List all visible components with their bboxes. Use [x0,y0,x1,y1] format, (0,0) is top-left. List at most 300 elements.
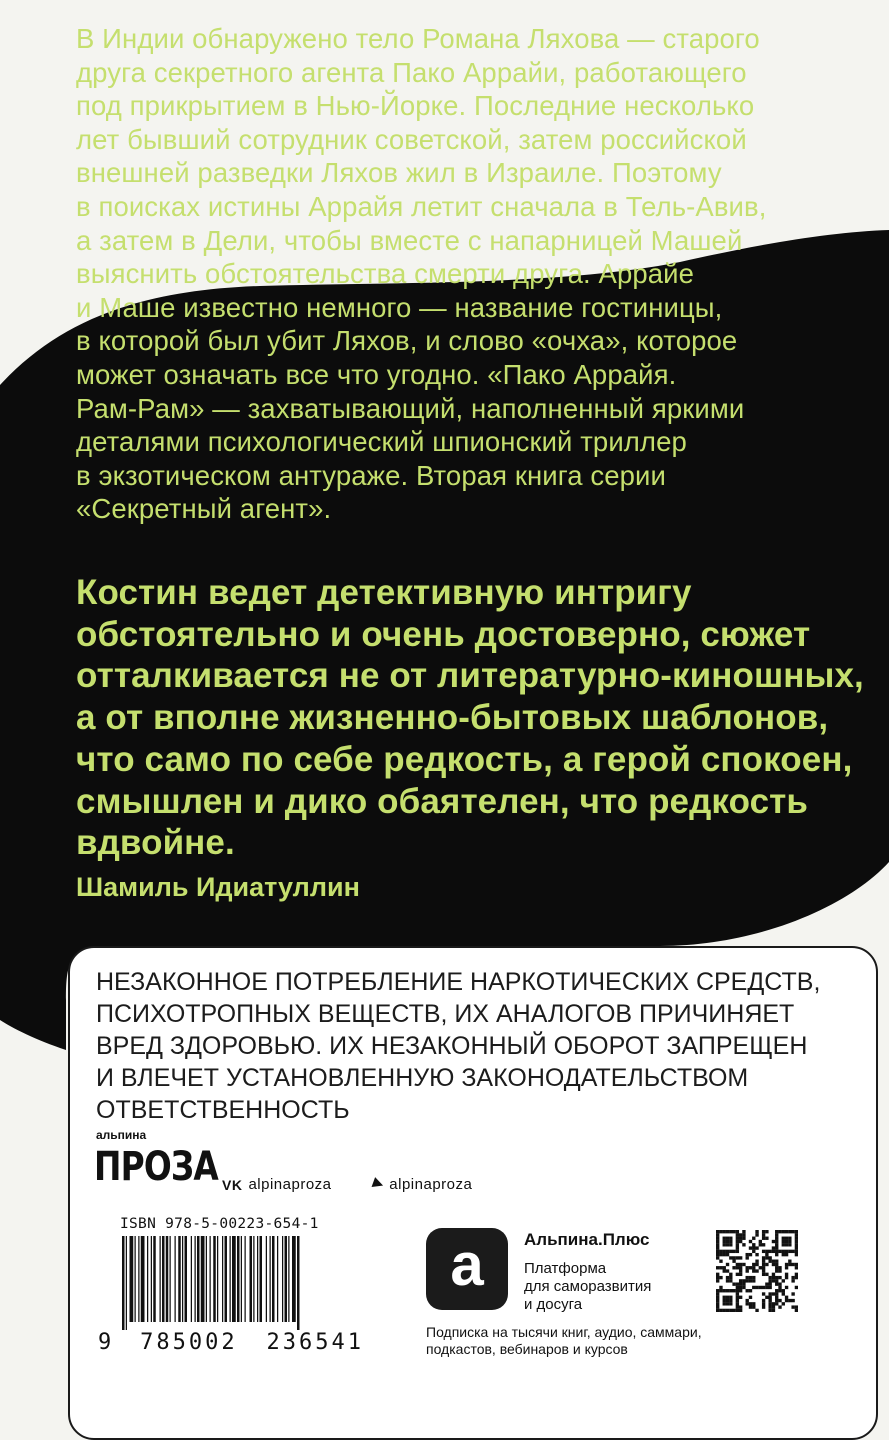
qr-module [746,1279,749,1282]
qr-module [716,1296,719,1299]
qr-module [755,1269,758,1272]
qr-module [746,1289,749,1292]
qr-module [739,1279,742,1282]
barcode-bar [197,1236,200,1322]
quote-line: Костин ведет детективную интригу [76,573,692,612]
qr-module [749,1240,752,1243]
qr-module [772,1250,775,1253]
warning-line: ПСИХОТРОПНЫХ ВЕЩЕСТВ, ИХ АНАЛОГОВ ПРИЧИНЯЕТ [96,1000,795,1028]
barcode-digit-group: 785002 [140,1330,238,1355]
qr-module [729,1276,732,1279]
qr-module [772,1240,775,1243]
qr-module [732,1289,735,1292]
qr-module [791,1292,794,1295]
qr-module [736,1250,739,1253]
barcode-bar [297,1236,300,1330]
barcode-bar [260,1236,263,1322]
quote-line: отталкивается не от литературно-киношных, [76,656,864,696]
qr-module [775,1233,778,1236]
qr-module [723,1243,726,1246]
qr-module [726,1299,729,1302]
qr-module [775,1266,778,1269]
qr-module [785,1299,788,1302]
qr-module [746,1269,749,1272]
qr-module [752,1302,755,1305]
qr-module [736,1240,739,1243]
qr-module [791,1276,794,1279]
qr-module [778,1282,781,1285]
qr-module [795,1253,798,1256]
subscription-line: подкастов, вебинаров и курсов [426,1341,628,1357]
qr-module [726,1269,729,1272]
qr-module [739,1309,742,1312]
qr-module [762,1263,765,1266]
qr-module [768,1309,771,1312]
barcode-bar [285,1236,288,1322]
barcode-bar [185,1236,188,1322]
qr-module [788,1230,791,1233]
barcode-bar [217,1236,218,1322]
qr-module [726,1276,729,1279]
qr-module [785,1263,788,1266]
qr-module [791,1299,794,1302]
qr-module [791,1263,794,1266]
qr-module [742,1237,745,1240]
barcode-bar [195,1236,196,1322]
qr-module [788,1260,791,1263]
qr-module [719,1266,722,1269]
qr-module [788,1250,791,1253]
synopsis-line: лет бывший сотрудник советской, затем российской [76,123,747,155]
synopsis-line: и Маше известно немного — название гостиницы, [76,291,723,323]
qr-module [775,1243,778,1246]
barcode-bar [266,1236,267,1322]
qr-module [782,1289,785,1292]
quote-line: а от вполне жизненно-бытовых шаблонов, [76,698,829,738]
qr-module [716,1250,719,1253]
qr-module [765,1273,768,1276]
qr-module [762,1260,765,1263]
qr-module [765,1263,768,1266]
barcode-bar [210,1236,211,1322]
barcode-bar [141,1236,145,1322]
qr-module [775,1292,778,1295]
desc-line: Платформа [524,1260,607,1277]
quote-line: вдвойне. [76,823,235,863]
qr-module [739,1233,742,1236]
qr-module [795,1237,798,1240]
qr-module [736,1243,739,1246]
qr-module [736,1266,739,1269]
barcode-bar [206,1236,207,1322]
qr-module [749,1276,752,1279]
qr-module [746,1299,749,1302]
qr-module [775,1263,778,1266]
barcode-bar [225,1236,228,1322]
qr-module [752,1266,755,1269]
barcode-bar [191,1236,192,1322]
qr-module [762,1269,765,1272]
qr-module [716,1292,719,1295]
subscription-line: Подписка на тысячи книг, аудио, саммари, [426,1324,702,1340]
qr-module [795,1266,798,1269]
qr-module [765,1282,768,1285]
qr-module [749,1266,752,1269]
qr-module [716,1253,719,1256]
barcode-bar [230,1236,231,1322]
qr-module [749,1253,752,1256]
qr-module [795,1246,798,1249]
qr-module [729,1230,732,1233]
qr-module [762,1256,765,1259]
qr-module [768,1282,771,1285]
qr-module [719,1309,722,1312]
qr-module [768,1250,771,1253]
qr-module [772,1279,775,1282]
qr-module [742,1243,745,1246]
qr-module [782,1237,785,1240]
qr-module [716,1309,719,1312]
qr-module [772,1260,775,1263]
qr-module [782,1253,785,1256]
qr-module [726,1243,729,1246]
qr-module [742,1282,745,1285]
barcode-bar [222,1236,223,1322]
qr-module [788,1299,791,1302]
qr-module [716,1276,719,1279]
qr-module [772,1263,775,1266]
barcode-bar [272,1236,275,1322]
qr-module [775,1230,778,1233]
barcode-bar [201,1236,205,1322]
qr-module [782,1292,785,1295]
qr-module [716,1289,719,1292]
qr-module [719,1276,722,1279]
qr-module [716,1243,719,1246]
qr-module [732,1250,735,1253]
telegram-handle: alpinaproza [389,1176,473,1193]
qr-code[interactable] [716,1230,798,1312]
qr-module [791,1305,794,1308]
qr-module [749,1296,752,1299]
qr-module [749,1246,752,1249]
qr-module [723,1269,726,1272]
qr-module [726,1309,729,1312]
barcode-bar [182,1236,183,1322]
qr-module [775,1260,778,1263]
barcode-bar [151,1236,152,1322]
qr-module [726,1237,729,1240]
qr-module [749,1289,752,1292]
qr-module [729,1309,732,1312]
barcode-bar [241,1236,242,1322]
qr-module [752,1250,755,1253]
qr-module [772,1276,775,1279]
qr-module [729,1250,732,1253]
barcode-bar [178,1236,181,1322]
qr-module [785,1276,788,1279]
qr-module [736,1299,739,1302]
qr-module [752,1276,755,1279]
qr-module [723,1240,726,1243]
qr-module [768,1260,771,1263]
qr-module [759,1286,762,1289]
qr-module [736,1237,739,1240]
qr-module [746,1253,749,1256]
qr-module [739,1237,742,1240]
qr-module [795,1243,798,1246]
qr-module [716,1240,719,1243]
qr-module [788,1263,791,1266]
qr-module [762,1266,765,1269]
barcode-bar [170,1236,171,1322]
qr-module [762,1233,765,1236]
qr-module [778,1276,781,1279]
qr-module [739,1256,742,1259]
qr-module [759,1243,762,1246]
qr-module [729,1240,732,1243]
synopsis-line: может означать все что угодно. «Пако Аррайя. [76,358,677,390]
qr-module [795,1276,798,1279]
qr-module [762,1305,765,1308]
qr-module [755,1230,758,1233]
qr-module [726,1253,729,1256]
qr-module [788,1237,791,1240]
qr-module [742,1263,745,1266]
synopsis-line: под прикрытием в Нью-Йорке. Последние несколько [76,90,755,122]
qr-module [736,1273,739,1276]
qr-module [768,1302,771,1305]
qr-module [762,1292,765,1295]
qr-module [755,1309,758,1312]
qr-module [778,1266,781,1269]
qr-module [732,1260,735,1263]
qr-module [772,1246,775,1249]
barcode-bar [257,1236,258,1322]
synopsis-line: а затем в Дели, чтобы вместе с напарницей Машей [76,224,743,256]
qr-module [752,1243,755,1246]
barcode-bar [282,1236,283,1322]
qr-module [723,1253,726,1256]
quote-line: что само по себе редкость, а герой спокоен, [76,739,853,779]
info-card [68,946,878,1440]
telegram-icon: ◀ [370,1176,385,1194]
barcode-digits [98,1330,364,1355]
qr-module [768,1305,771,1308]
qr-module [719,1286,722,1289]
qr-module [775,1269,778,1272]
qr-module [785,1296,788,1299]
qr-module [778,1289,781,1292]
desc-line: для саморазвития [524,1278,652,1295]
qr-module [746,1302,749,1305]
alpina-plus-app-icon[interactable] [426,1228,508,1310]
synopsis-line: в экзотическом антураже. Вторая книга серии [76,459,666,491]
barcode-digit-group: 236541 [266,1330,364,1355]
qr-module [788,1240,791,1243]
qr-module [716,1246,719,1249]
qr-module [759,1240,762,1243]
qr-module [716,1299,719,1302]
qr-module [723,1237,726,1240]
qr-module [795,1240,798,1243]
quote-line: смышлен и дико обаятелен, что редкость [76,781,809,821]
qr-module [742,1279,745,1282]
qr-module [765,1230,768,1233]
barcode-bar [277,1236,278,1322]
qr-module [729,1299,732,1302]
qr-module [732,1309,735,1312]
qr-module [782,1250,785,1253]
synopsis-line: внешней разведки Ляхов жил в Израиле. Поэтому [76,157,722,189]
synopsis-line: друга секретного агента Пако Аррайи, работающего [76,56,747,88]
qr-module [729,1289,732,1292]
qr-module [755,1233,758,1236]
telegram-link[interactable] [372,1176,472,1193]
qr-module [772,1292,775,1295]
qr-module [726,1230,729,1233]
qr-module [736,1292,739,1295]
qr-module [755,1263,758,1266]
qr-module [729,1243,732,1246]
synopsis-text [76,22,856,526]
synopsis-line: в поисках истины Аррайя летит сначала в Тель-Авив, [76,190,767,222]
qr-module [782,1279,785,1282]
qr-module [775,1279,778,1282]
qr-module [719,1260,722,1263]
barcode-bar [213,1236,216,1322]
qr-module [746,1266,749,1269]
qr-module [755,1286,758,1289]
qr-module [742,1286,745,1289]
qr-module [752,1263,755,1266]
qr-module [742,1233,745,1236]
qr-module [795,1233,798,1236]
health-warning [96,966,856,1126]
vk-link[interactable] [222,1176,332,1193]
qr-module [736,1282,739,1285]
review-quote [76,572,866,864]
qr-module [762,1286,765,1289]
qr-module [716,1256,719,1259]
qr-module [749,1302,752,1305]
qr-module [736,1309,739,1312]
qr-module [736,1246,739,1249]
qr-module [782,1240,785,1243]
qr-module [772,1305,775,1308]
qr-module [723,1230,726,1233]
qr-module [788,1243,791,1246]
qr-module [778,1286,781,1289]
qr-module [785,1250,788,1253]
qr-module [772,1302,775,1305]
qr-module [765,1286,768,1289]
barcode-bar [237,1236,240,1322]
qr-module [762,1273,765,1276]
qr-module [795,1263,798,1266]
qr-module [736,1256,739,1259]
qr-module [772,1309,775,1312]
qr-module [785,1273,788,1276]
qr-module [755,1260,758,1263]
barcode-bar [138,1236,139,1322]
barcode-bar [245,1236,246,1322]
barcode-bar [166,1236,169,1322]
qr-module [739,1286,742,1289]
qr-module [762,1299,765,1302]
qr-module [762,1230,765,1233]
qr-module [739,1240,742,1243]
qr-module [726,1296,729,1299]
qr-module [795,1286,798,1289]
barcode-bar [288,1236,289,1322]
qr-module [778,1305,781,1308]
qr-module [785,1243,788,1246]
qr-module [768,1279,771,1282]
qr-module [736,1233,739,1236]
barcode-bar [160,1236,161,1322]
qr-module [765,1256,768,1259]
qr-module [739,1289,742,1292]
qr-module [775,1250,778,1253]
qr-module [749,1305,752,1308]
qr-module [762,1237,765,1240]
qr-module [726,1279,729,1282]
qr-module [723,1309,726,1312]
qr-module [719,1250,722,1253]
qr-module [775,1289,778,1292]
warning-line: ОТВЕТСТВЕННОСТЬ [96,1096,350,1124]
synopsis-line: В Индии обнаружено тело Романа Ляхова — старого [76,23,760,54]
barcode-digit-group: 9 [98,1330,112,1355]
qr-module [785,1253,788,1256]
qr-module [778,1250,781,1253]
qr-module [729,1296,732,1299]
qr-module [755,1246,758,1249]
qr-module [716,1233,719,1236]
publisher-logo: ПРОЗА [94,1144,218,1190]
warning-line: ВРЕД ЗДОРОВЬЮ. ИХ НЕЗАКОННЫЙ ОБОРОТ ЗАПРЕЩЕН [96,1032,808,1060]
qr-module [726,1240,729,1243]
qr-module [768,1296,771,1299]
barcode-bar [232,1236,236,1322]
qr-module [716,1230,719,1233]
qr-module [739,1266,742,1269]
qr-module [785,1286,788,1289]
qr-module [775,1299,778,1302]
qr-module [732,1256,735,1259]
qr-module [716,1302,719,1305]
qr-module [782,1302,785,1305]
isbn-label: ISBN 978-5-00223-654-1 [120,1216,319,1232]
qr-module [723,1302,726,1305]
qr-module [752,1305,755,1308]
qr-module [716,1305,719,1308]
vk-handle: alpinaproza [248,1176,332,1193]
qr-module [723,1289,726,1292]
qr-module [729,1279,732,1282]
qr-module [716,1279,719,1282]
qr-module [726,1263,729,1266]
barcode-bar [126,1236,127,1330]
qr-module [732,1282,735,1285]
qr-module [795,1273,798,1276]
subscription-text [426,1324,702,1358]
isbn-barcode-block [98,1214,364,1356]
qr-module [723,1266,726,1269]
qr-module [726,1302,729,1305]
qr-module [778,1299,781,1302]
